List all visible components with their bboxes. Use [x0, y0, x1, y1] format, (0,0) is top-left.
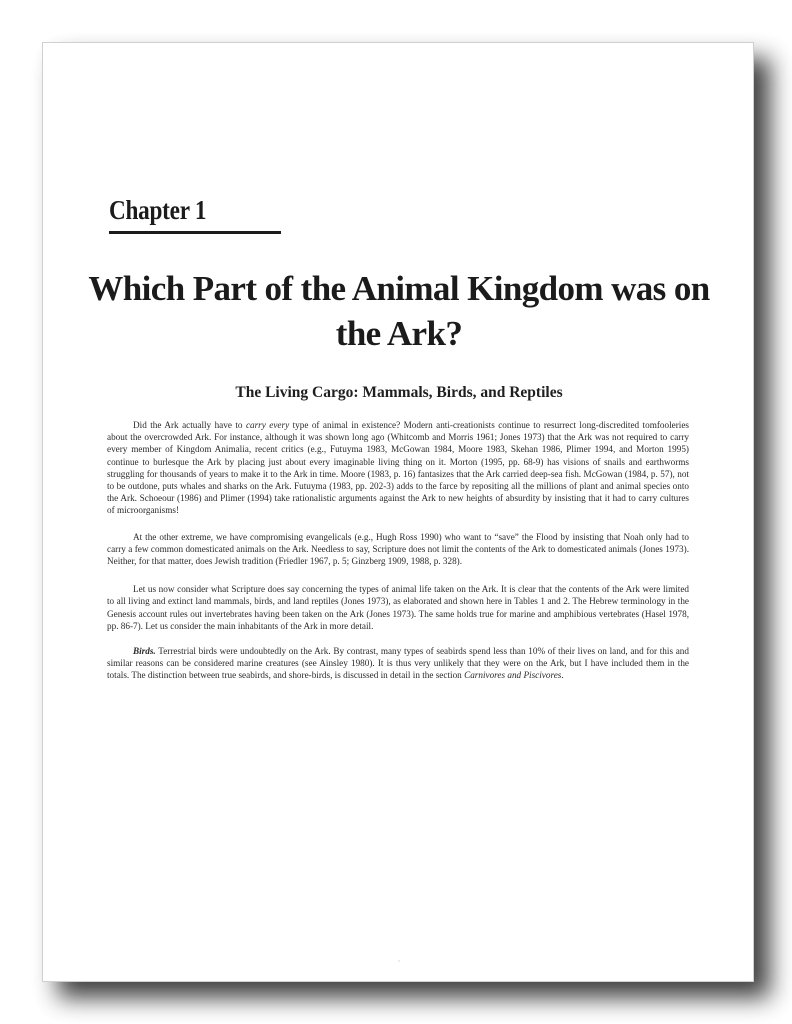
- paragraph-4-section-reference: Carnivores and Piscivores: [464, 670, 562, 681]
- paragraph-4-text: Terrestrial birds were undoubtedly on the Ark. By contrast, many types of seabirds spend less than 10% of their lives on land, and for this and similar reasons can be considered marine creatures (see Ainsley 1980). It is thus very unlikely that they were on the Ark, but I have included them in the totals. The distinction between true seabirds, and shore-birds, is discussed in detail in the section: [107, 646, 689, 681]
- chapter-title-line-2: the Ark?: [335, 314, 463, 353]
- page-footer-mark: ·: [397, 957, 401, 966]
- paragraph-1: [107, 419, 689, 517]
- paragraph-3: Let us now consider what Scripture does say concerning the types of animal life taken on the Ark. It is clear that the contents of the Ark were limited to all living and extinct land mammals, birds, and land reptiles (Jones 1973), as elaborated and shown here in Tables 1 and 2. The Hebrew terminology in the Genesis account rules out invertebrates having been taken on the Ark (Jones 1973). The same holds true for marine and amphibious vertebrates (Hasel 1978, pp. 86-7). Let us consider the main inhabitants of the Ark in more detail.: [107, 584, 689, 631]
- paragraph-1-emphasis: carry every: [245, 420, 290, 430]
- paragraph-4-end: .: [561, 670, 564, 681]
- chapter-label: Chapter 1: [109, 195, 207, 225]
- paragraph-1-rest: type of animal in existence? Modern anti-creationists continue to resurrect long-discredited tomfooleries about the overcrowded Ark. For instance, although it was shown long ago (Whitcomb and Morris 1961; Jones 1973) that the Ark was not required to carry every member of Kingdom Animalia, recent critics (e.g., Futuyma 1983, McGowan 1984, Moore 1983, Skehan 1986, Plimer 1994, and Morton 1995) continue to burlesque the Ark by placing just about every imaginable living thing on it. Morton (1995, pp. 68-9) has visions of snails and earthworms struggling for thousands of years to make it to the Ark in time. Moore (1983, p. 16) fantasizes that the Ark carried deep-sea fish. McGowan (1984, p. 57), not to be outdone, puts whales and sharks on the Ark. Futuyma (1983, pp. 202-3) adds to the farce by repositing all the millions of plant and animal species onto the Ark. Schoeour (1986) and Plimer (1994) take rationalistic arguments against the Ark to new heights of absurdity by insisting that it had to carry cultures of microorganisms!: [107, 420, 689, 516]
- book-page: [42, 42, 754, 982]
- paragraph-4: [107, 645, 689, 682]
- chapter-underline: [109, 231, 281, 234]
- paragraph-2: At the other extreme, we have compromising evangelicals (e.g., Hugh Ross 1990) who want to “save” the Flood by insisting that Noah only had to carry a few common domesticated animals on the Ark. Needless to say, Scripture does not limit the contents of the Ark to domesticated animals (Jones 1973). Neither, for that matter, does Jewish tradition (Friedler 1967, p. 5; Ginzberg 1909, 1988, p. 328).: [107, 531, 689, 567]
- paragraph-1-start: Did the Ark actually have to: [133, 420, 246, 430]
- chapter-title-line-1: Which Part of the Animal Kingdom was on: [88, 269, 710, 308]
- paragraph-4-run-in-heading: Birds.: [133, 646, 156, 657]
- chapter-title: [83, 266, 715, 356]
- body-text: [107, 419, 689, 696]
- section-heading: The Living Cargo: Mammals, Birds, and Reptiles: [235, 384, 563, 401]
